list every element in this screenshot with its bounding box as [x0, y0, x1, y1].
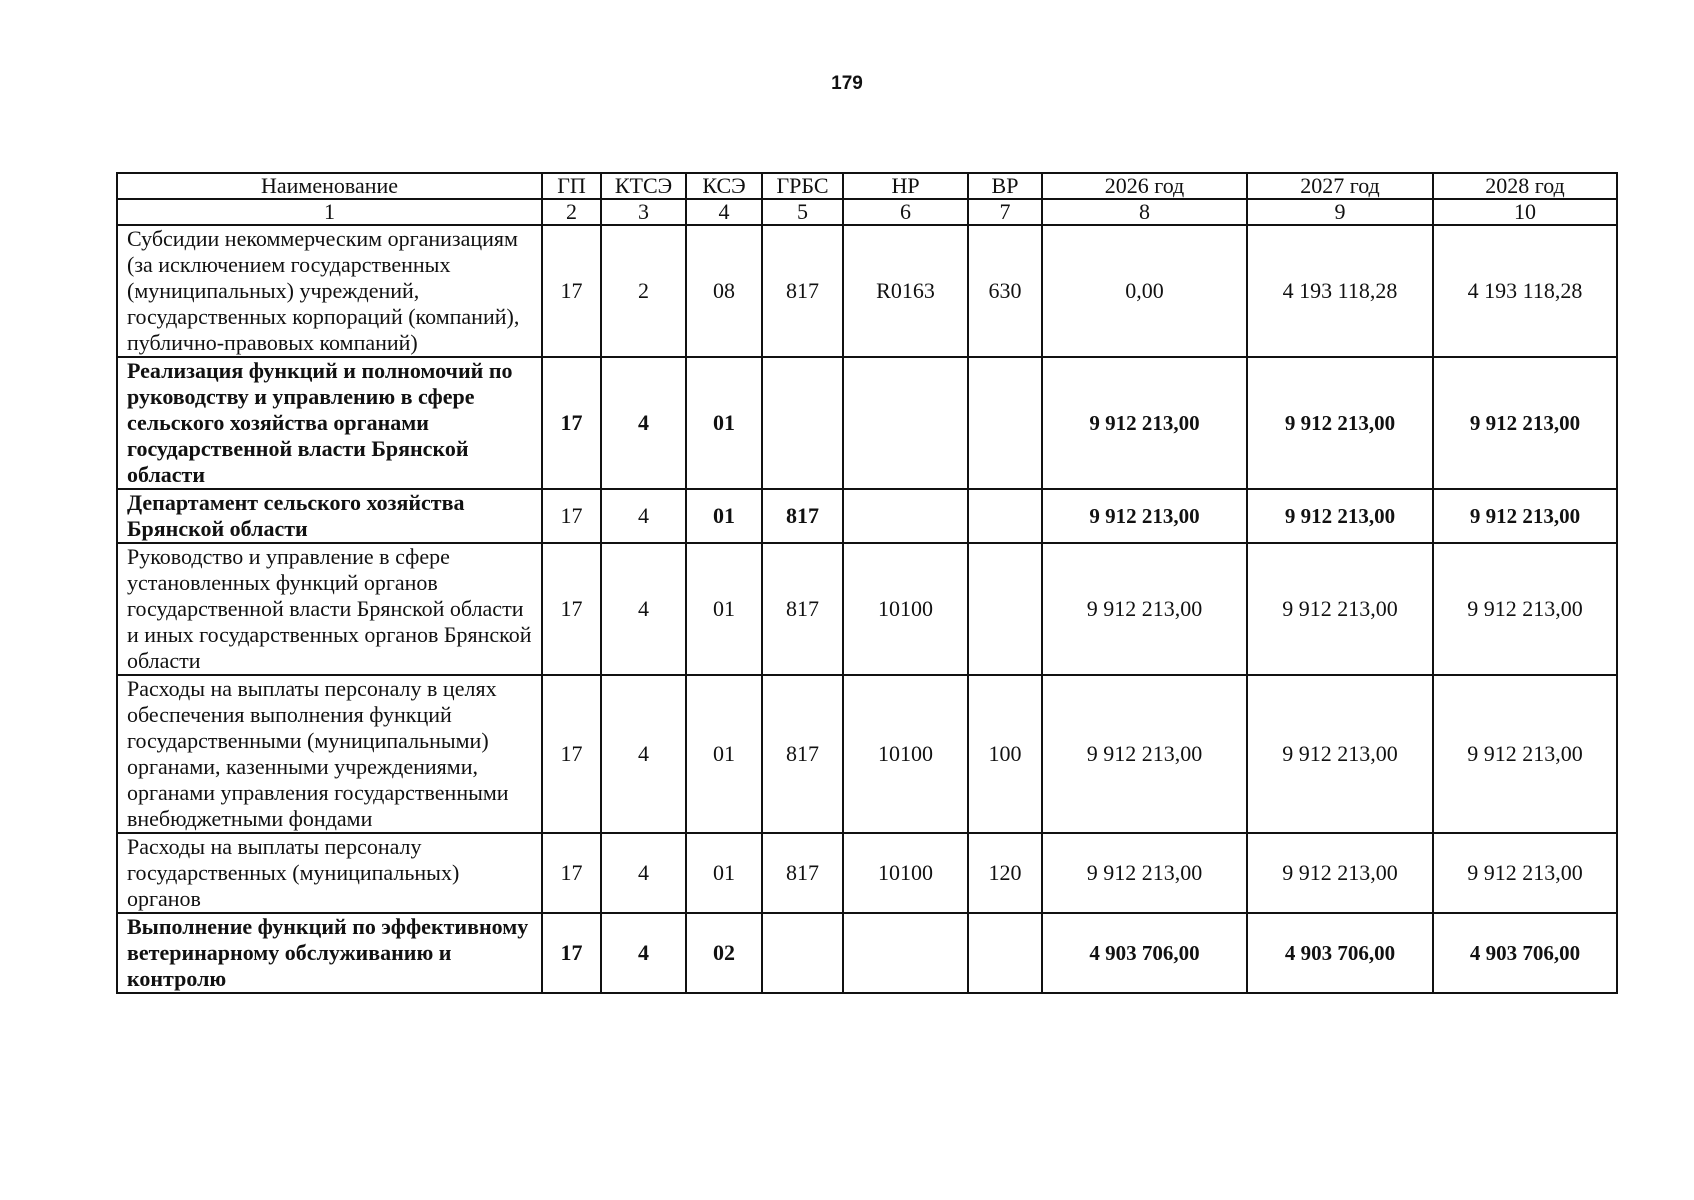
column-number: 1	[117, 199, 542, 225]
cell-gp: 17	[542, 489, 601, 543]
column-header-ktse: КТСЭ	[601, 173, 686, 199]
cell-gp: 17	[542, 675, 601, 833]
cell-kse: 01	[686, 833, 762, 913]
cell-kse: 01	[686, 543, 762, 675]
cell-gp: 17	[542, 543, 601, 675]
row-name: Департамент сельского хозяйства Брянской области	[117, 489, 542, 543]
cell-kse: 02	[686, 913, 762, 993]
cell-ktse: 4	[601, 489, 686, 543]
table-row	[117, 913, 1617, 993]
cell-2027: 4 193 118,28	[1247, 225, 1433, 357]
column-header-2028: 2028 год	[1433, 173, 1617, 199]
table-row	[117, 833, 1617, 913]
cell-2027: 9 912 213,00	[1247, 357, 1433, 489]
cell-gp: 17	[542, 357, 601, 489]
cell-ktse: 2	[601, 225, 686, 357]
cell-vr: 120	[968, 833, 1042, 913]
row-name: Субсидии некоммерческим организациям (за исключением государственных (муниципальных) учреждений, государственных корпораций (компаний), публично-правовых компаний)	[117, 225, 542, 357]
column-header-name: Наименование	[117, 173, 542, 199]
cell-2028: 9 912 213,00	[1433, 489, 1617, 543]
cell-gp: 17	[542, 913, 601, 993]
column-header-kse: КСЭ	[686, 173, 762, 199]
cell-2026: 9 912 213,00	[1042, 489, 1247, 543]
cell-2026: 9 912 213,00	[1042, 675, 1247, 833]
budget-table	[116, 172, 1618, 994]
column-number: 8	[1042, 199, 1247, 225]
cell-2026: 9 912 213,00	[1042, 357, 1247, 489]
cell-nr: 10100	[843, 543, 968, 675]
cell-2026: 9 912 213,00	[1042, 833, 1247, 913]
cell-vr	[968, 489, 1042, 543]
cell-2027: 9 912 213,00	[1247, 489, 1433, 543]
cell-kse: 01	[686, 675, 762, 833]
table-row	[117, 225, 1617, 357]
column-number: 3	[601, 199, 686, 225]
column-number-row	[117, 199, 1617, 225]
column-header-2027: 2027 год	[1247, 173, 1433, 199]
cell-vr: 630	[968, 225, 1042, 357]
table-row	[117, 675, 1617, 833]
cell-nr: 10100	[843, 833, 968, 913]
cell-2028: 9 912 213,00	[1433, 357, 1617, 489]
cell-gp: 17	[542, 225, 601, 357]
column-header-grbs: ГРБС	[762, 173, 843, 199]
cell-2026: 9 912 213,00	[1042, 543, 1247, 675]
column-number: 10	[1433, 199, 1617, 225]
cell-2026: 0,00	[1042, 225, 1247, 357]
cell-gp: 17	[542, 833, 601, 913]
cell-kse: 08	[686, 225, 762, 357]
table-header-row	[117, 173, 1617, 199]
column-number: 4	[686, 199, 762, 225]
cell-nr: R0163	[843, 225, 968, 357]
cell-2027: 9 912 213,00	[1247, 833, 1433, 913]
cell-grbs: 817	[762, 833, 843, 913]
cell-2027: 9 912 213,00	[1247, 675, 1433, 833]
cell-2028: 4 903 706,00	[1433, 913, 1617, 993]
cell-vr	[968, 543, 1042, 675]
table-row	[117, 543, 1617, 675]
cell-grbs: 817	[762, 225, 843, 357]
cell-ktse: 4	[601, 357, 686, 489]
cell-kse: 01	[686, 357, 762, 489]
cell-vr	[968, 913, 1042, 993]
cell-grbs	[762, 357, 843, 489]
cell-vr	[968, 357, 1042, 489]
page-number: 179	[831, 73, 863, 94]
cell-2027: 9 912 213,00	[1247, 543, 1433, 675]
cell-2028: 9 912 213,00	[1433, 833, 1617, 913]
cell-grbs	[762, 913, 843, 993]
cell-2026: 4 903 706,00	[1042, 913, 1247, 993]
row-name: Руководство и управление в сфере установленных функций органов государственной власти Брянской области и иных государственных органов Брянской области	[117, 543, 542, 675]
cell-nr	[843, 913, 968, 993]
cell-2028: 9 912 213,00	[1433, 675, 1617, 833]
cell-2028: 9 912 213,00	[1433, 543, 1617, 675]
column-header-gp: ГП	[542, 173, 601, 199]
cell-ktse: 4	[601, 543, 686, 675]
column-number: 9	[1247, 199, 1433, 225]
row-name: Выполнение функций по эффективному ветеринарному обслуживанию и контролю	[117, 913, 542, 993]
column-number: 6	[843, 199, 968, 225]
cell-nr	[843, 489, 968, 543]
row-name: Реализация функций и полномочий по руководству и управлению в сфере сельского хозяйства органами государственной власти Брянской области	[117, 357, 542, 489]
column-number: 2	[542, 199, 601, 225]
column-number: 7	[968, 199, 1042, 225]
cell-grbs: 817	[762, 489, 843, 543]
column-number: 5	[762, 199, 843, 225]
row-name: Расходы на выплаты персоналу в целях обеспечения выполнения функций государственными (муниципальными) органами, казенными учреждениями, органами управления государственными внебюджетными фондами	[117, 675, 542, 833]
cell-2028: 4 193 118,28	[1433, 225, 1617, 357]
cell-ktse: 4	[601, 913, 686, 993]
table-row	[117, 489, 1617, 543]
column-header-2026: 2026 год	[1042, 173, 1247, 199]
cell-nr	[843, 357, 968, 489]
cell-ktse: 4	[601, 675, 686, 833]
column-header-vr: ВР	[968, 173, 1042, 199]
cell-kse: 01	[686, 489, 762, 543]
cell-grbs: 817	[762, 543, 843, 675]
row-name: Расходы на выплаты персоналу государственных (муниципальных) органов	[117, 833, 542, 913]
cell-ktse: 4	[601, 833, 686, 913]
cell-nr: 10100	[843, 675, 968, 833]
table-row	[117, 357, 1617, 489]
cell-vr: 100	[968, 675, 1042, 833]
cell-grbs: 817	[762, 675, 843, 833]
column-header-nr: НР	[843, 173, 968, 199]
cell-2027: 4 903 706,00	[1247, 913, 1433, 993]
